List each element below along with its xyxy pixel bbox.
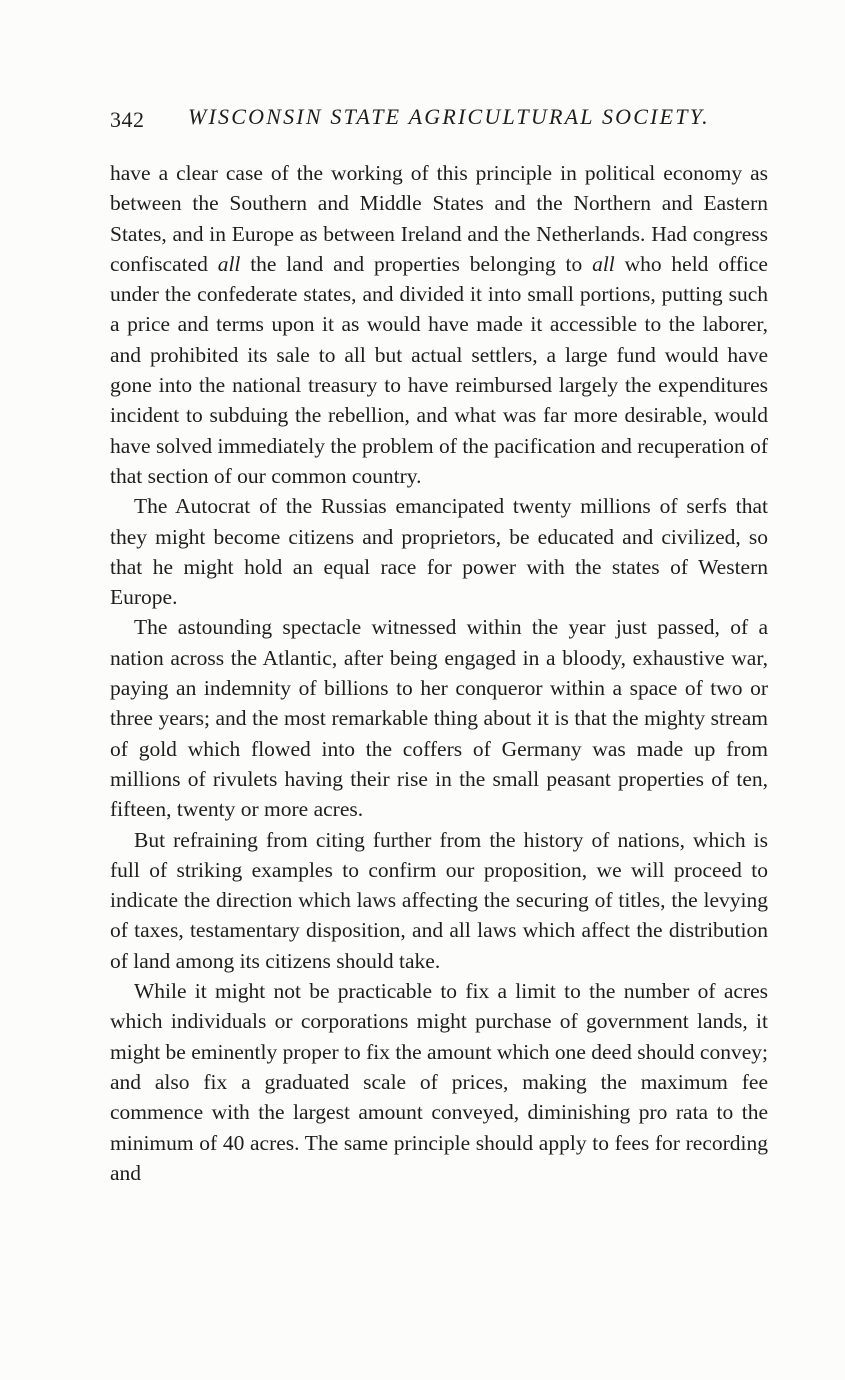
paragraph-acres: While it might not be practicable to fix a limit to the number of acres which individuals or corporations might purchase of government lands, it might be eminently proper to fix the amount which one deed should convey; and also fix a graduated scale of prices, making the maximum fee commence with the largest amount conveyed, diminishing pro rata to the minimum of 40 acres. The same principle should apply to fees for recording and <box>110 979 768 1185</box>
body-text <box>110 158 768 1188</box>
emphasis-all: all <box>217 251 241 276</box>
running-title: WISCONSIN STATE AGRICULTURAL SOCIETY. <box>188 104 710 129</box>
emphasis-all: all <box>592 251 615 276</box>
paragraph-text: who held office under the confederate states, and divided it into small portions, putting such a price and terms upon it as would have made it accessible to the laborer, and prohibited its sale to all but actual settlers, a large fund would have gone into the national treasury to have reimbursed largely the expenditures incident to subduing the rebellion, and what was far more desirable, would have solved immediately the problem of the pacification and recuperation of that section of our common country. <box>110 251 768 488</box>
paragraph-laws: But refraining from citing further from the history of nations, which is full of striking examples to confirm our proposition, we will proceed to indicate the direction which laws affecting the securing of titles, the levying of taxes, testamentary disposition, and all laws which affect the distribution of land among its citizens should take. <box>110 827 768 973</box>
page-header <box>110 104 770 140</box>
paragraph-russias: The Autocrat of the Russias emancipated twenty millions of serfs that they might become citizens and proprietors, be educated and civilized, so that he might hold an equal race for power with the states of Western Europe. <box>110 494 768 610</box>
paragraph-text: the land and properties belonging to <box>240 251 593 276</box>
paragraph-indemnity: The astounding spectacle witnessed within the year just passed, of a nation across the Atlantic, after being engaged in a bloody, exhaustive war, paying an indemnity of billions to her conqueror within a space of two or three years; and the most remarkable thing about it is that the mighty stream of gold which flowed into the coffers of Germany was made up from millions of rivulets having their rise in the small peasant properties of ten, fifteen, twenty or more acres. <box>110 615 768 822</box>
paragraph-text: have a clear case of the working of this principle in political economy as between the Southern and Middle States and the Northern and Eastern States, and in Europe as between Ireland and the Netherlands. Had congress confiscated <box>110 161 768 276</box>
page-number: 342 <box>110 107 145 132</box>
paragraph-continued <box>110 158 768 491</box>
